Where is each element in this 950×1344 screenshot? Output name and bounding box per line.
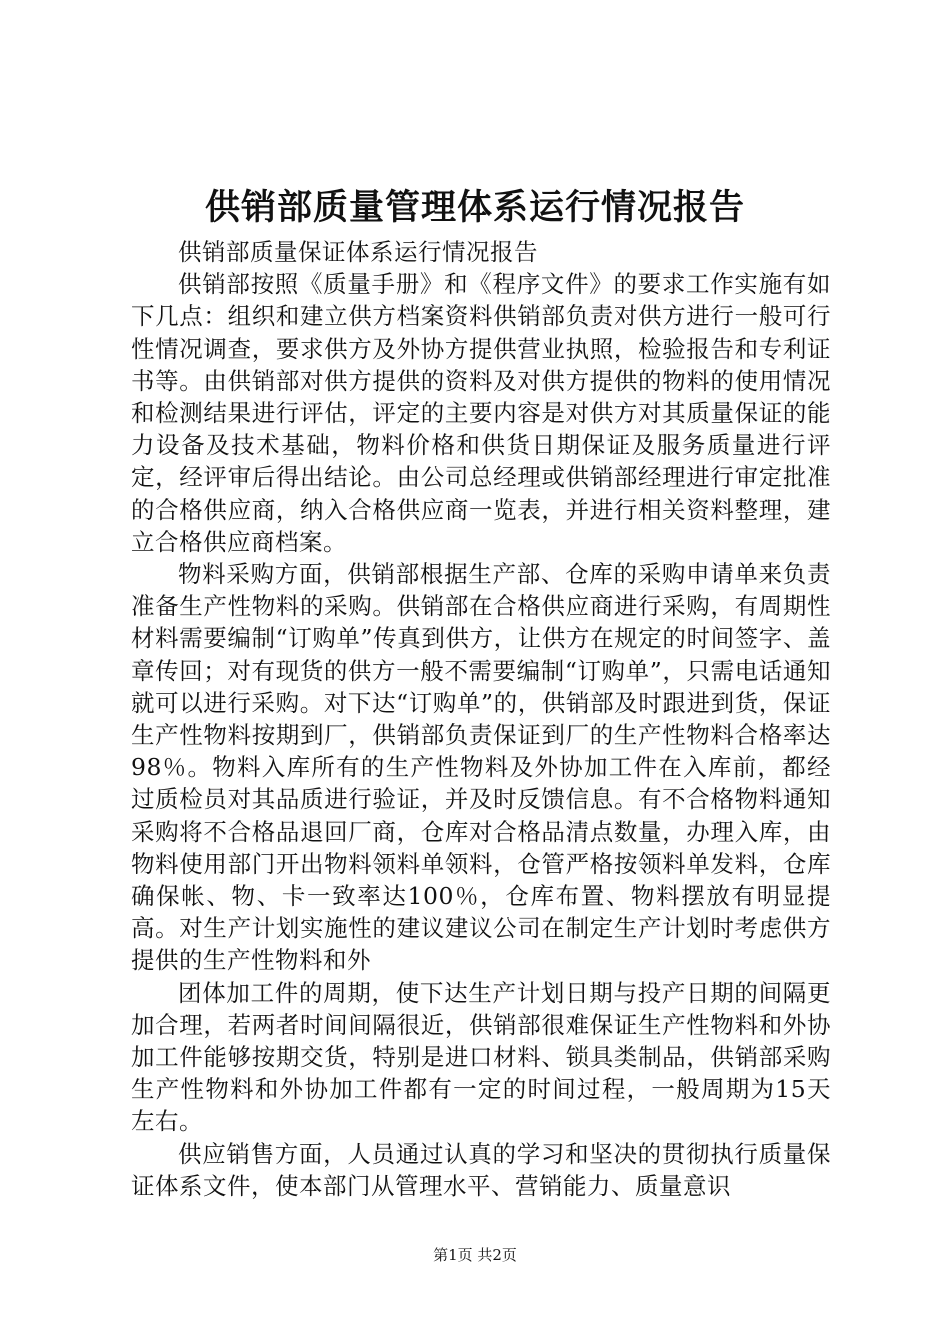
paragraph-processing-cycle: 团体加工件的周期，使下达生产计划日期与投产日期的间隔更加合理，若两者时间间隔很近，供销部很难保证生产性物料和外协加工件能够按期交货，特别是进口材料、锁具类制品，供销部采购生产性物料和外协加工件都有一定的时间过程，一般周期为15天左右。 xyxy=(131,978,831,1136)
paragraph-subtitle: 供销部质量保证体系运行情况报告 xyxy=(178,238,538,266)
document-title: 供销部质量管理体系运行情况报告 xyxy=(204,187,745,228)
paragraph-sales: 供应销售方面，人员通过认真的学习和坚决的贯彻执行质量保证体系文件，使本部门从管理水平、营销能力、质量意识 xyxy=(131,1139,831,1200)
document-body xyxy=(131,236,831,1202)
page-number-footer: 第1页 共2页 xyxy=(433,1246,517,1264)
paragraph-supplier-archive: 供销部按照《质量手册》和《程序文件》的要求工作实施有如下几点：组织和建立供方档案资料供销部负责对供方进行一般可行性情况调查，要求供方及外协方提供营业执照，检验报告和专利证书等。由供销部对供方提供的资料及对供方提供的物料的使用情况和检测结果进行评估，评定的主要内容是对供方对其质量保证的能力设备及技术基础，物料价格和供货日期保证及服务质量进行评定，经评审后得出结论。由公司总经理或供销部经理进行审定批准的合格供应商，纳入合格供应商一览表，并进行相关资料整理，建立合格供应商档案。 xyxy=(131,270,831,556)
paragraph-material-purchasing: 物料采购方面，供销部根据生产部、仓库的采购申请单来负责准备生产性物料的采购。供销部在合格供应商进行采购，有周期性材料需要编制“订购单”传真到供方，让供方在规定的时间签字、盖章传回；对有现货的供方一般不需要编制“订购单”，只需电话通知就可以进行采购。对下达“订购单”的，供销部及时跟进到货，保证生产性物料按期到厂，供销部负责保证到厂的生产性物料合格率达98％。物料入库所有的生产性物料及外协加工件在入库前，都经过质检员对其品质进行验证，并及时反馈信息。有不合格物料通知采购将不合格品退回厂商，仓库对合格品清点数量，办理入库，由物料使用部门开出物料领料单领料，仓管严格按领料单发料，仓库确保帐、物、卡一致率达100％，仓库布置、物料摆放有明显提高。对生产计划实施性的建议建议公司在制定生产计划时考虑供方提供的生产性物料和外 xyxy=(131,560,831,975)
